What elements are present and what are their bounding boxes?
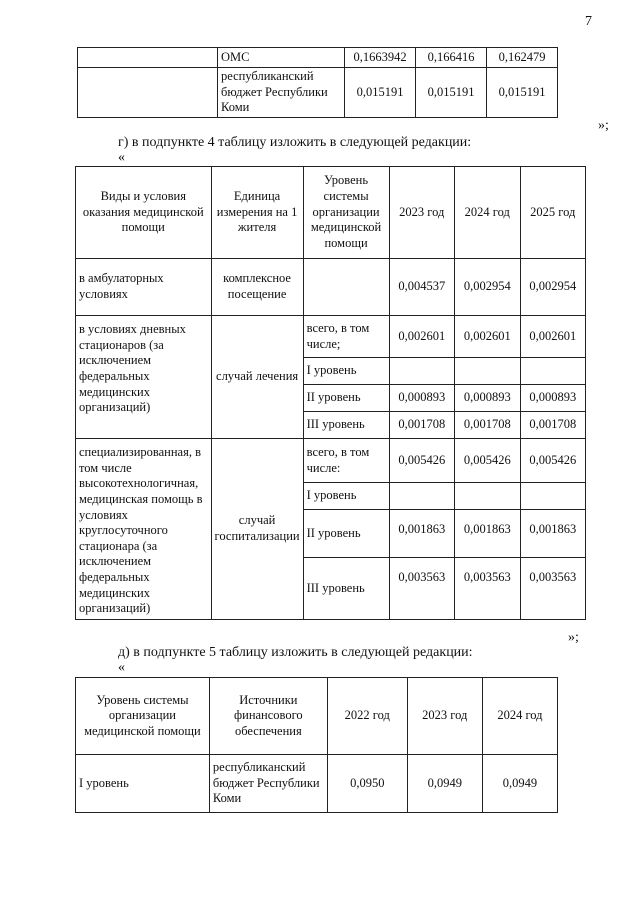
table-d — [75, 677, 558, 813]
value-cell: 0,002601 — [520, 316, 586, 358]
close-quote: »; — [598, 118, 609, 133]
level-cell: III уровень — [303, 412, 389, 439]
page-number: 7 — [585, 14, 592, 29]
source-cell: республиканский бюджет Республики Коми — [209, 755, 327, 813]
header-cell: 2023 год — [389, 167, 454, 259]
type-cell: в амбулаторных условиях — [76, 259, 212, 316]
value-cell: 0,001708 — [455, 412, 520, 439]
level-cell: I уровень — [303, 358, 389, 385]
value-cell: 0,000893 — [520, 385, 586, 412]
value-cell: 0,005426 — [455, 439, 520, 483]
level-cell: всего, в том числе; — [303, 316, 389, 358]
level-cell: III уровень — [303, 558, 389, 620]
value-cell: 0,015191 — [416, 68, 487, 118]
value-cell — [455, 358, 520, 385]
section-d-text: д) в подпункте 5 таблицу изложить в следующей редакции: — [118, 645, 473, 660]
value-cell: 0,002954 — [520, 259, 586, 316]
value-cell: 0,001863 — [389, 510, 454, 558]
open-quote: « — [118, 660, 125, 675]
header-cell: Уровень системы организации медицинской помощи — [76, 678, 210, 755]
type-cell: в условиях дневных стационаров (за исключением федеральных медицинских организаций) — [76, 316, 212, 439]
value-cell: 0,003563 — [389, 558, 454, 620]
header-cell: Источники финансового обеспечения — [209, 678, 327, 755]
value-cell: 0,000893 — [389, 385, 454, 412]
header-cell: Уровень системы организации медицинской помощи — [303, 167, 389, 259]
value-cell: 0,005426 — [520, 439, 586, 483]
value-cell: 0,015191 — [487, 68, 558, 118]
header-cell: 2024 год — [455, 167, 520, 259]
value-cell: 0,002601 — [455, 316, 520, 358]
unit-cell: случай лечения — [211, 316, 303, 439]
level-cell: всего, в том числе: — [303, 439, 389, 483]
value-cell: 0,0949 — [407, 755, 482, 813]
header-cell: 2023 год — [407, 678, 482, 755]
header-cell: 2022 год — [327, 678, 407, 755]
open-quote: « — [118, 150, 125, 165]
level-cell: I уровень — [303, 483, 389, 510]
value-cell: 0,005426 — [389, 439, 454, 483]
value-cell: 0,000893 — [455, 385, 520, 412]
value-cell: 0,0950 — [327, 755, 407, 813]
table-g — [75, 166, 586, 620]
section-g-text: г) в подпункте 4 таблицу изложить в следующей редакции: — [118, 135, 472, 150]
value-cell: 0,001708 — [389, 412, 454, 439]
value-cell: 0,003563 — [455, 558, 520, 620]
value-cell: 0,015191 — [345, 68, 416, 118]
value-cell: 0,001863 — [520, 510, 586, 558]
value-cell — [520, 483, 586, 510]
value-cell: 0,162479 — [487, 48, 558, 68]
value-cell: 0,001863 — [455, 510, 520, 558]
value-cell — [455, 483, 520, 510]
header-cell: Единица измерения на 1 жителя — [211, 167, 303, 259]
value-cell — [389, 483, 454, 510]
type-cell: специализированная, в том числе высокотехнологичная, медицинская помощь в условиях круглосуточного стационара (за исключением федеральных медицинских организаций) — [76, 439, 212, 620]
value-cell: 0,1663942 — [345, 48, 416, 68]
unit-cell: комплексное посещение — [211, 259, 303, 316]
source-cell: республиканский бюджет Республики Коми — [218, 68, 345, 118]
value-cell — [389, 358, 454, 385]
value-cell: 0,004537 — [389, 259, 454, 316]
source-cell: ОМС — [218, 48, 345, 68]
value-cell: 0,002954 — [455, 259, 520, 316]
header-cell: 2024 год — [482, 678, 557, 755]
header-cell: Виды и условия оказания медицинской помощи — [76, 167, 212, 259]
value-cell: 0,003563 — [520, 558, 586, 620]
level-cell: I уровень — [76, 755, 210, 813]
value-cell: 0,166416 — [416, 48, 487, 68]
close-quote: »; — [568, 630, 579, 645]
value-cell: 0,002601 — [389, 316, 454, 358]
value-cell: 0,0949 — [482, 755, 557, 813]
header-cell: 2025 год — [520, 167, 586, 259]
table-continuation — [77, 47, 558, 118]
value-cell — [520, 358, 586, 385]
level-cell: II уровень — [303, 510, 389, 558]
level-cell: II уровень — [303, 385, 389, 412]
unit-cell: случай госпитализации — [211, 439, 303, 620]
value-cell: 0,001708 — [520, 412, 586, 439]
